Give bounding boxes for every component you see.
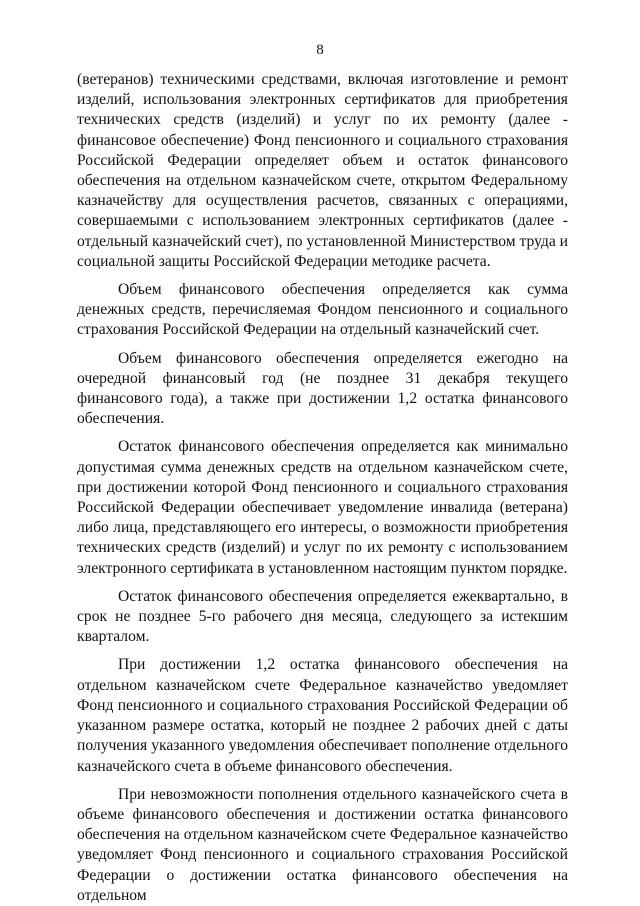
paragraph-balance-replenishment: При достижении 1,2 остатка финансового обеспечения на отдельном казначейском счете Федеральное казначейство уведомляет Фонд пенсионного и социального страхования Российской Федерации об указанном размере остатка, который не позднее 2 рабочих дней с даты получения указанного уведомления обеспечивает пополнение отдельного казначейского счета в объеме финансового обеспечения. [77,656,568,775]
paragraph-funding-volume-definition: Объем финансового обеспечения определяется как сумма денежных средств, перечисляемая Фондом пенсионного и социального страхования Российской Федерации на отдельный казначейский счет. [77,281,568,339]
paragraph-continuation: (ветеранов) техническими средствами, включая изготовление и ремонт изделий, использования электронных сертификатов для приобретения технических средств (изделий) и услуг по их ремонту (далее - финансовое обеспечение) Фонд пенсионного и социального страхования Российской Федерации определяет объем и остаток финансового обеспечения на отдельном казначейском счете, открытом Федеральному казначейству для осуществления расчетов, связанных с операциями, совершаемыми с использованием электронных сертификатов (далее - отдельный казначейский счет), по установленной Министерством труда и социальной защиты Российской Федерации методике расчета. [77,71,568,270]
paragraph-funding-balance-quarterly: Остаток финансового обеспечения определяется ежеквартально, в срок не позднее 5-го рабочего дня месяца, следующего за истекшим кварталом. [77,587,568,646]
page-number: 8 [316,42,324,58]
paragraph-funding-balance-definition: Остаток финансового обеспечения определяется как минимально допустимая сумма денежных средств на отдельном казначейском счете, при достижении которой Фонд пенсионного и социального страхования Российской Федерации обеспечивает уведомление инвалида (ветерана) либо лица, представляющего его интересы, о возможности приобретения технических средств (изделий) и услуг по их ремонту с использованием электронного сертификата в установленном настоящим пунктом порядке. [77,438,568,577]
paragraph-funding-volume-annual: Объем финансового обеспечения определяется ежегодно на очередной финансовый год (не позднее 31 декабря текущего финансового года), а также при достижении 1,2 остатка финансового обеспечения. [77,349,568,428]
document-body [77,70,568,906]
paragraph-replenishment-impossible: При невозможности пополнения отдельного казначейского счета в объеме финансового обеспечения и достижении остатка финансового обеспечения на отдельном казначейском счете Федеральное казначейство уведомляет Фонд пенсионного и социального страхования Российской Федерации о достижении остатка финансового обеспечения на отдельном [77,785,568,904]
